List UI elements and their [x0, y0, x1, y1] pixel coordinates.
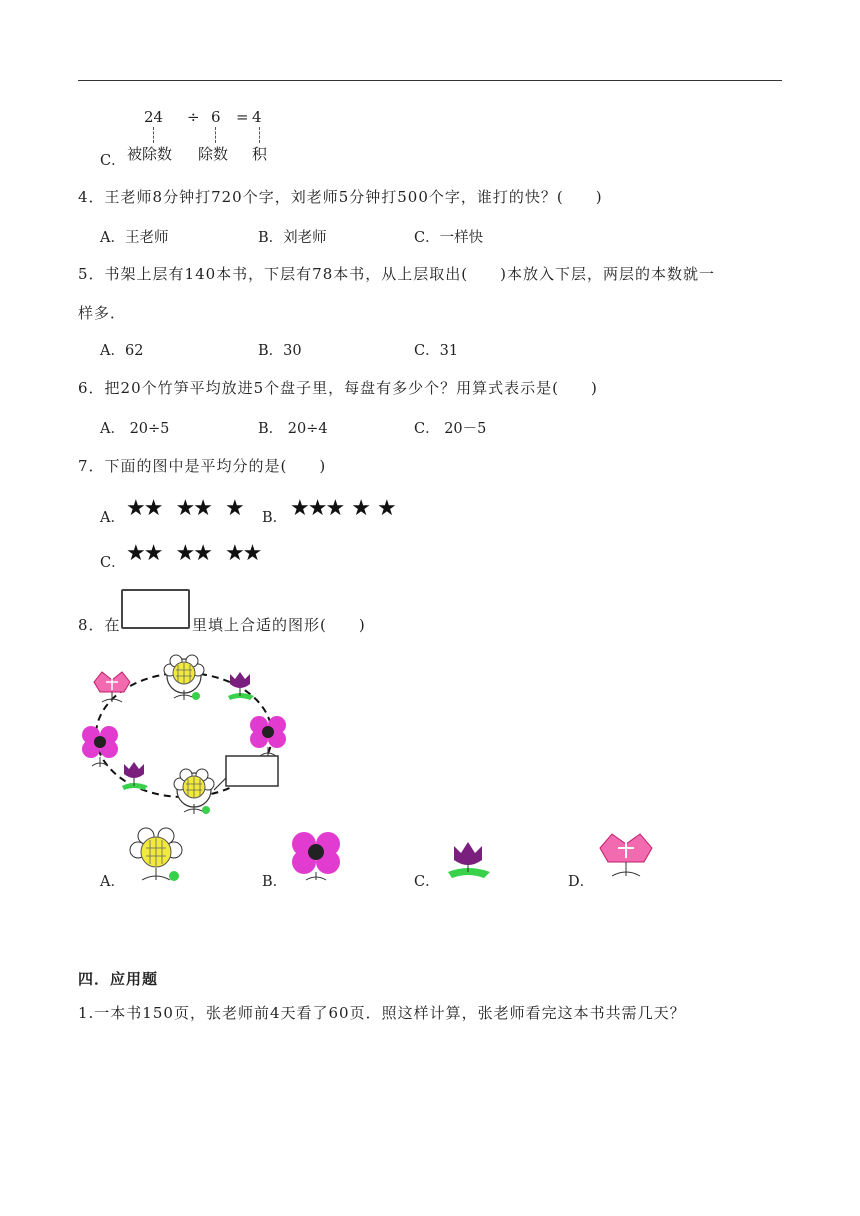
q8-option-b-label[interactable]: B． [262, 874, 288, 890]
q5-option-a[interactable]: A．62 [100, 343, 144, 359]
question-5-line2: 样多． [78, 304, 127, 322]
q8-option-d-label[interactable]: D． [568, 874, 595, 890]
section-4-title: 四．应用题 [78, 970, 159, 988]
star-icon: ★ [224, 496, 243, 521]
q7-option-a-label[interactable]: A． [100, 510, 125, 526]
star-icon: ★ [307, 496, 326, 521]
term-product: 积 [252, 145, 268, 163]
star-icon: ★ [224, 541, 243, 566]
tulip-icon[interactable] [440, 840, 496, 882]
dividend-number: 24 [144, 108, 164, 126]
result-number: 4 [252, 108, 262, 126]
star-icon: ★ [175, 496, 194, 521]
question-8-suffix: 里填上合适的图形( ) [192, 616, 366, 634]
question-8-prefix: 8．在 [78, 616, 121, 634]
q6-option-a[interactable]: A． 20÷5 [100, 421, 170, 437]
q5-option-b[interactable]: B．30 [258, 343, 302, 359]
option-c-label: C． [100, 153, 126, 169]
question-4: 4．王老师8分钟打720个字，刘老师5分钟打500个字，谁打的快？( ) [78, 188, 603, 206]
q5-option-c[interactable]: C．31 [414, 343, 459, 359]
star-icon: ★ [175, 541, 194, 566]
star-icon: ★ [325, 496, 344, 521]
flower-ring-illustration [74, 650, 294, 820]
q7-option-c-label[interactable]: C． [100, 555, 126, 571]
sunflower-icon[interactable] [126, 826, 186, 886]
header-rule [78, 80, 782, 81]
dashed-line-result [259, 127, 260, 143]
q6-option-c[interactable]: C． 20－5 [414, 421, 487, 437]
star-icon: ★ [143, 541, 162, 566]
dashed-line-dividend [153, 127, 154, 143]
q7-option-a-stars[interactable] [126, 496, 243, 521]
question-7: 7．下面的图中是平均分的是( ) [78, 457, 327, 475]
q4-option-c[interactable]: C．一样快 [414, 230, 484, 246]
divisor-number: 6 [211, 108, 221, 126]
pink-flower-icon[interactable] [286, 826, 346, 882]
star-icon: ★ [126, 541, 144, 566]
star-icon: ★ [290, 496, 308, 521]
divide-sign: ÷ [187, 108, 200, 126]
q4-option-a[interactable]: A．王老师 [100, 230, 169, 246]
equals-sign: = [236, 108, 249, 126]
term-dividend: 被除数 [127, 145, 173, 163]
application-question-1: 1.一本书150页，张老师前4天看了60页．照这样计算，张老师看完这本书共需几天？ [78, 1004, 686, 1022]
star-icon: ★ [193, 541, 211, 566]
q8-option-a-label[interactable]: A． [100, 874, 125, 890]
q7-option-b-stars[interactable] [290, 496, 395, 521]
q7-option-b-label[interactable]: B． [262, 510, 288, 526]
dashed-line-divisor [215, 127, 216, 143]
question-6: 6．把20个竹笋平均放进5个盘子里，每盘有多少个？用算式表示是( ) [78, 379, 598, 397]
answer-box [121, 589, 190, 629]
q8-option-c-label[interactable]: C． [414, 874, 440, 890]
division-equation [132, 108, 272, 128]
star-icon: ★ [351, 496, 369, 521]
star-icon: ★ [193, 496, 211, 521]
star-icon: ★ [143, 496, 162, 521]
q7-option-c-stars[interactable] [126, 541, 260, 566]
term-divisor: 除数 [198, 145, 229, 163]
star-icon: ★ [242, 541, 261, 566]
q6-option-b[interactable]: B． 20÷4 [258, 421, 328, 437]
question-5-line1: 5．书架上层有140本书，下层有78本书，从上层取出( )本放入下层，两层的本数就一 [78, 265, 715, 283]
red-flower-icon[interactable] [594, 830, 658, 882]
star-icon: ★ [376, 496, 395, 521]
star-icon: ★ [126, 496, 144, 521]
q4-option-b[interactable]: B．刘老师 [258, 230, 327, 246]
